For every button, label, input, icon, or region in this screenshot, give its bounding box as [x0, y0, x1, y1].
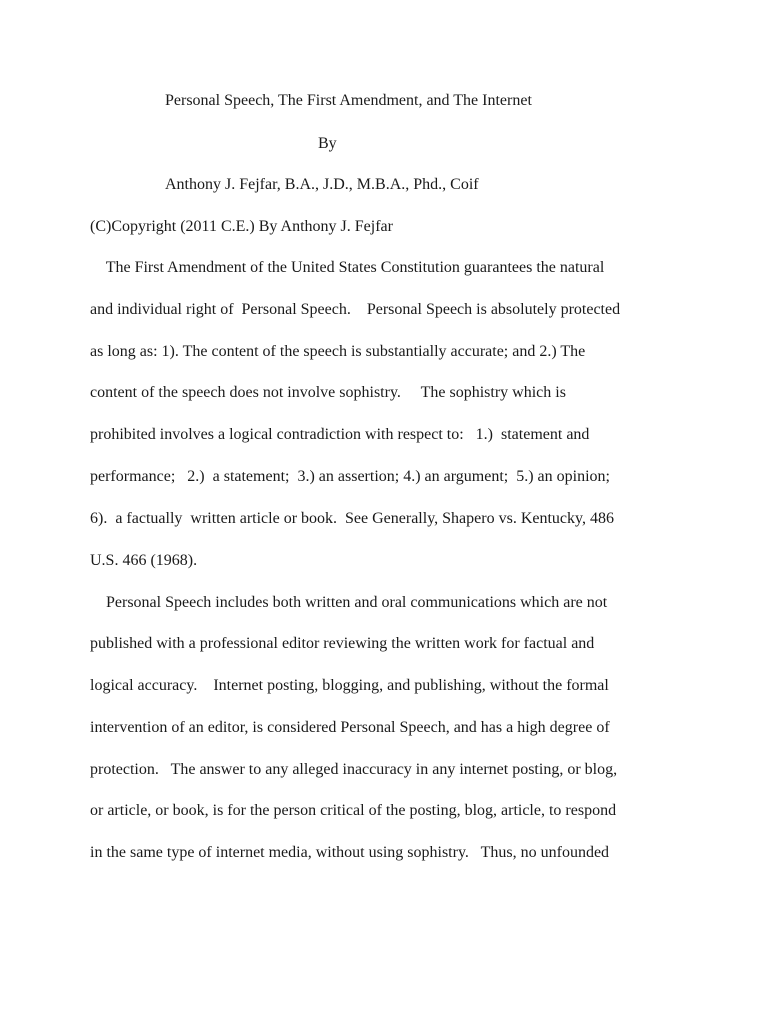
author-name: Anthony J. Fejfar, B.A., J.D., M.B.A., Phd., Coif: [165, 176, 479, 193]
paragraph-line: and individual right of Personal Speech. Personal Speech is absolutely protected: [90, 301, 621, 318]
paragraph-line: or article, or book, is for the person critical of the posting, blog, article, to respond: [90, 802, 617, 819]
paragraph-line: content of the speech does not involve sophistry. The sophistry which is: [90, 384, 566, 401]
paragraph-line: published with a professional editor reviewing the written work for factual and: [90, 635, 595, 652]
byline-label: By: [318, 135, 337, 152]
copyright-notice: (C)Copyright (2011 C.E.) By Anthony J. Fejfar: [90, 218, 393, 235]
paragraph-line: Personal Speech includes both written and oral communications which are not: [90, 594, 608, 611]
paragraph-line: prohibited involves a logical contradiction with respect to: 1.) statement and: [90, 426, 590, 443]
paragraph-line: 6). a factually written article or book. See Generally, Shapero vs. Kentucky, 486: [90, 510, 614, 527]
paragraph-line: as long as: 1). The content of the speech is substantially accurate; and 2.) The: [90, 343, 586, 360]
paragraph-line: in the same type of internet media, without using sophistry. Thus, no unfounded: [90, 844, 610, 861]
paragraph-line: intervention of an editor, is considered Personal Speech, and has a high degree of: [90, 719, 610, 736]
paragraph-line: U.S. 466 (1968).: [90, 552, 198, 569]
paragraph-line: protection. The answer to any alleged inaccuracy in any internet posting, or blog,: [90, 761, 618, 778]
paragraph-line: logical accuracy. Internet posting, blogging, and publishing, without the formal: [90, 677, 609, 694]
paragraph-line: performance; 2.) a statement; 3.) an assertion; 4.) an argument; 5.) an opinion;: [90, 468, 610, 485]
paragraph-line: The First Amendment of the United States Constitution guarantees the natural: [90, 259, 605, 276]
document-title: Personal Speech, The First Amendment, and The Internet: [165, 92, 532, 109]
